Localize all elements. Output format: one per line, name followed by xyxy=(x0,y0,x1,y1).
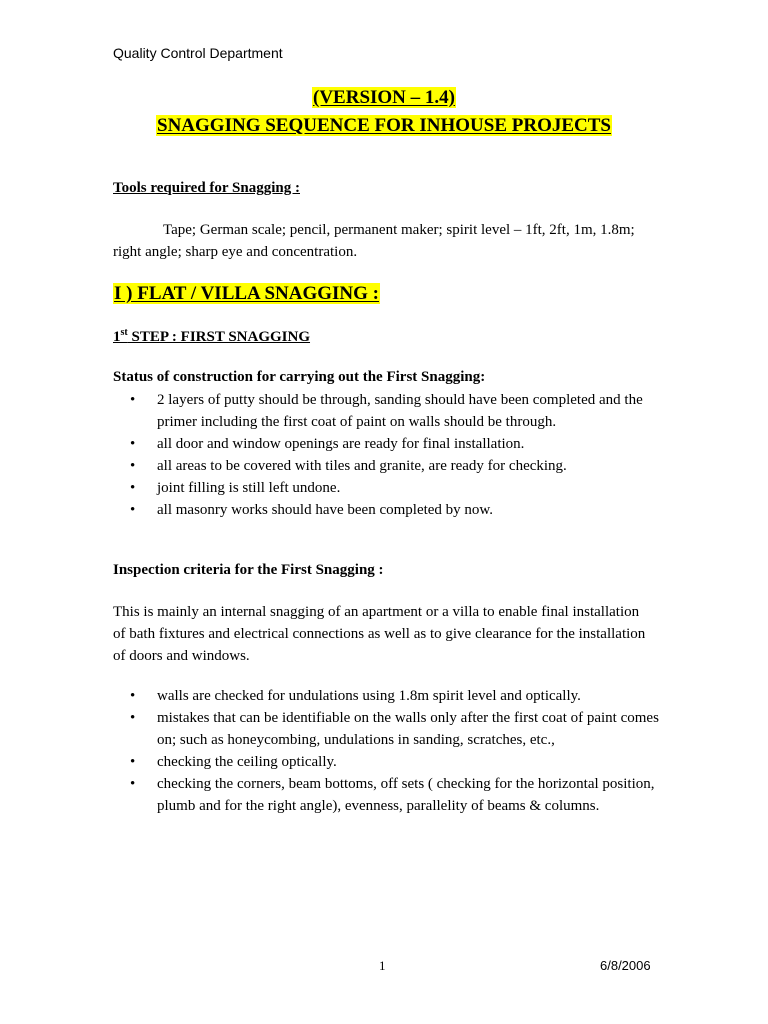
list-item xyxy=(130,707,660,751)
inspection-paragraph: This is mainly an internal snagging of an apartment or a villa to enable final installation of bath fixtures and electrical connections as well as to give clearance for the installation of doors and windows. xyxy=(113,604,646,664)
page-number: 1 xyxy=(379,958,386,973)
section-heading xyxy=(113,283,380,305)
list-item-text: all areas to be covered with tiles and granite, are ready for checking. xyxy=(157,458,567,474)
document-version xyxy=(0,84,768,111)
list-item xyxy=(130,773,660,817)
list-item-text: joint filling is still left undone. xyxy=(157,480,341,496)
bullet-icon: • xyxy=(130,436,136,452)
bullet-icon: • xyxy=(130,754,136,770)
status-list xyxy=(130,389,660,521)
document-title-text: SNAGGING SEQUENCE FOR INHOUSE PROJECTS xyxy=(157,115,611,136)
list-item xyxy=(130,389,660,433)
bullet-icon: • xyxy=(130,392,136,408)
inspection-list xyxy=(130,685,660,817)
step-heading xyxy=(113,327,310,346)
document-title xyxy=(0,112,768,139)
bullet-icon: • xyxy=(130,710,136,726)
step-ordinal: st xyxy=(120,327,128,338)
list-item xyxy=(130,433,660,455)
list-item-text: all masonry works should have been completed by now. xyxy=(157,502,494,518)
list-item xyxy=(130,499,660,521)
list-item-text: mistakes that can be identifiable on the walls only after the first coat of paint comes on; such as honeycombing, undulations in sanding, scratches, etc., xyxy=(157,710,659,748)
tools-paragraph: Tape; German scale; pencil, permanent maker; spirit level – 1ft, 2ft, 1m, 1.8m; right angle; sharp eye and concentration. xyxy=(113,222,635,260)
bullet-icon: • xyxy=(130,776,136,792)
list-item-text: checking the ceiling optically. xyxy=(157,754,337,770)
list-item-text: 2 layers of putty should be through, sanding should have been completed and the primer including the first coat of paint on walls should be through. xyxy=(157,392,643,430)
list-item-text: checking the corners, beam bottoms, off sets ( checking for the horizontal position, plumb and for the right angle), evenness, parallelity of beams & columns. xyxy=(157,776,655,814)
tools-heading: Tools required for Snagging : xyxy=(113,180,300,196)
list-item-text: walls are checked for undulations using 1.8m spirit level and optically. xyxy=(157,688,581,704)
list-item-text: all door and window openings are ready for final installation. xyxy=(157,436,525,452)
status-heading: Status of construction for carrying out the First Snagging: xyxy=(113,369,486,385)
bullet-icon: • xyxy=(130,458,136,474)
step-label: STEP : FIRST SNAGGING xyxy=(127,329,311,345)
header-department: Quality Control Department xyxy=(113,45,283,61)
footer-date: 6/8/2006 xyxy=(600,958,651,973)
bullet-icon: • xyxy=(130,502,136,518)
step-number: 1 xyxy=(113,329,121,345)
list-item xyxy=(130,751,660,773)
document-version-text: (VERSION – 1.4) xyxy=(313,87,455,108)
list-item xyxy=(130,455,660,477)
section-heading-text: I ) FLAT / VILLA SNAGGING : xyxy=(114,283,379,304)
list-item xyxy=(130,477,660,499)
list-item xyxy=(130,685,660,707)
inspection-heading: Inspection criteria for the First Snagging : xyxy=(113,562,384,578)
bullet-icon: • xyxy=(130,480,136,496)
bullet-icon: • xyxy=(130,688,136,704)
